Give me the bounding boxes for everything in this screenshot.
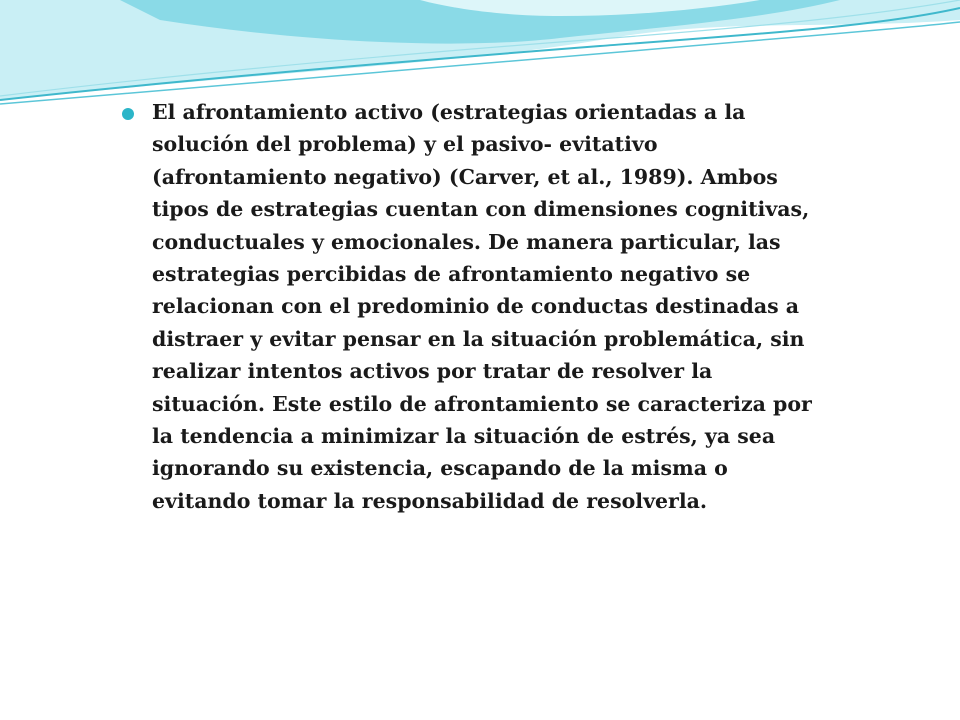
bullet-dot-icon bbox=[122, 108, 134, 120]
content-area bbox=[152, 96, 872, 517]
bullet-text: El afrontamiento activo (estrategias orientadas a la solución del problema) y el pasivo- evitativo (afrontamiento negativo) (Carver, et al., 1989). Ambos tipos de estrategias cuentan con dimensiones cognitivas, conductuales y emocionales. De manera particular, las estrategias percibidas de afrontamiento negativo se relacionan con el predominio de conductas destinadas a distraer y evitar pensar en la situación problemática, sin realizar intentos activos por tratar de resolver la situación. Este estilo de afrontamiento se caracteriza por la tendencia a minimizar la situación de estrés, ya sea ignorando su existencia, escapando de la misma o evitando tomar la responsabilidad de resolverla. bbox=[152, 100, 812, 513]
bullet-item bbox=[152, 96, 872, 517]
